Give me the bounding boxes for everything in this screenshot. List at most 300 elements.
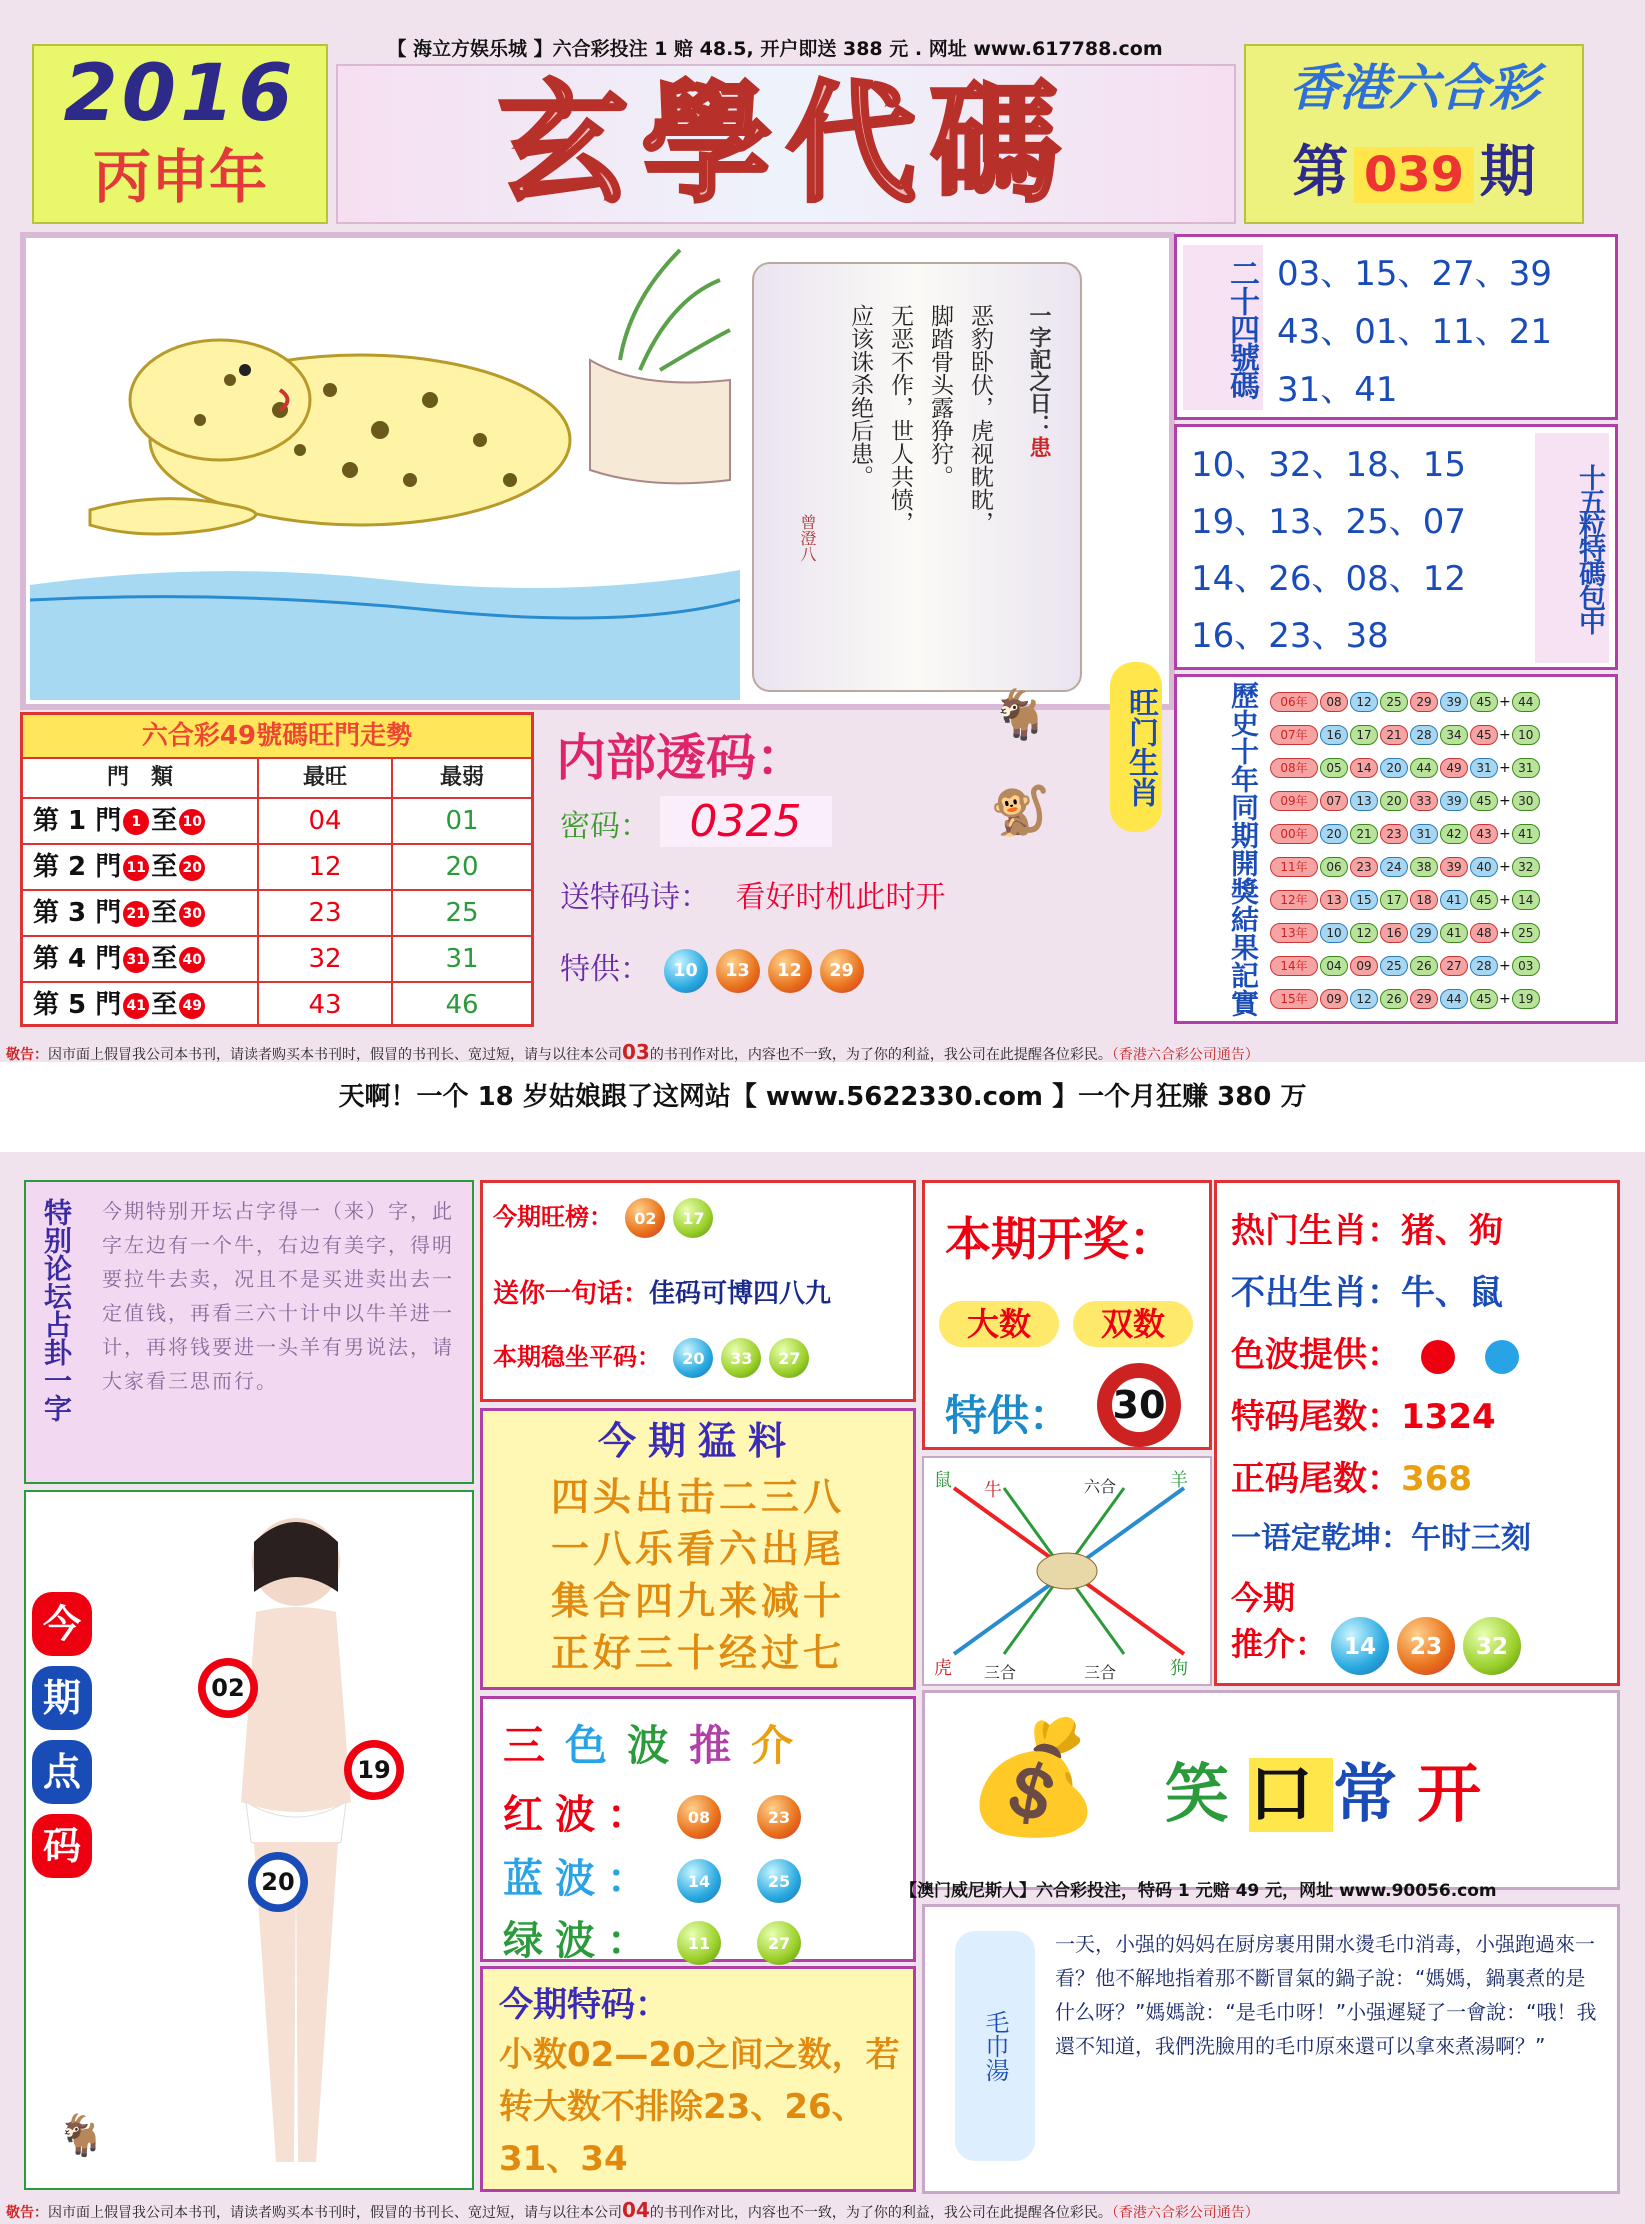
history-year: 14年 [1270,956,1318,976]
gate-name [23,983,259,1027]
gate-table [20,712,534,1027]
history-plus: + [1499,891,1511,908]
laugh-char: 常 [1333,1758,1417,1832]
number-ball: 14 [1331,1617,1389,1675]
hot-value6: 午时三刻 [1411,1521,1531,1556]
poem-line: 应该诛杀绝后患。 [847,304,873,488]
number-ball: 17 [673,1198,713,1238]
gate-to-word: 至 [151,852,178,882]
leopard-illustration [30,240,740,700]
forum-label: 特别论坛占卦一字 [40,1198,73,1422]
hot-label3: 色波提供： [1231,1335,1401,1375]
goat-small-icon: 🐐 [56,2113,106,2159]
gate-row [23,935,531,981]
monkey-icon: 🐒 [990,783,1050,839]
hot-value2: 牛、鼠 [1401,1273,1503,1313]
fierce-line: 一八乐看六出尾 [550,1527,845,1571]
gate-label: 第 2 門 [33,852,122,882]
nums24-line: 43、01、11、21 [1277,312,1553,352]
fierce-line: 集合四九来减十 [550,1579,845,1623]
gate-max: 12 [259,845,393,889]
number-ball: 32 [1463,1617,1521,1675]
gate-label: 第 4 門 [33,944,122,974]
history-row [1269,949,1541,982]
compass-f: 三合 [1084,1663,1117,1682]
gate-header-min: 最弱 [439,765,484,790]
history-plus: + [1499,693,1511,710]
special-code-title: 今期特码： [499,1985,669,2025]
notice-text2: 的书刊作对比，内容也不一致，为了你的利益，我公司在此提醒各位彩民。 [649,2205,1112,2221]
history-num: 04 [1320,956,1348,976]
history-plus: + [1499,792,1511,809]
model-ball-num: 20 [261,1868,295,1896]
waves-title-char: 三 [503,1721,566,1770]
wave-green-label: 绿波： [503,1918,659,1964]
number-ball: 10 [664,949,708,993]
history-num: 39 [1440,857,1468,877]
history-year: 12年 [1270,890,1318,910]
history-num: 26 [1380,989,1408,1009]
gate-header-max: 最旺 [259,759,393,797]
gate-from: 11 [123,855,149,881]
model-box [24,1490,474,2190]
hot-label5: 正码尾数： [1231,1459,1401,1499]
waves-title-char: 色 [565,1721,628,1770]
wave-ball: 27 [757,1921,801,1965]
model-ball-num: 19 [357,1756,391,1784]
history-special: 10 [1512,725,1540,745]
forum-box [24,1180,474,1484]
main-title: 玄學代碼 [497,67,1074,220]
number-ball: 33 [721,1338,761,1378]
title-block [336,64,1236,224]
history-num: 40 [1470,857,1498,877]
model-figure [166,1502,426,2182]
today-wang-balls [621,1203,717,1231]
history-num: 18 [1410,890,1438,910]
wave-red-row [503,1783,819,1840]
notice-text: 因市面上假冒我公司本书刊，请读者购买本书刊时，假冒的书刊长、宽过短，请与以往本公司 [48,2205,622,2221]
history-num: 45 [1470,692,1498,712]
nums24-line: 31、41 [1277,370,1398,410]
compass-c: 羊 [1170,1470,1188,1491]
history-row [1269,916,1541,949]
history-label: 歷史十年同期開獎結果記實 [1227,681,1260,1017]
story-text: 一天，小强的妈妈在厨房裹用開水燙毛巾消毒，小强跑過來一看？他不解地指着那不斷冒氣的鍋子說：“媽媽，鍋裏煮的是什么呀？”媽媽說：“是毛巾呀！”小强遲疑了一會說：“哦！我還不知道，我們洗臉用的毛巾原來還可以拿來煮湯啊？” [1055,1932,1597,2058]
history-plus: + [1499,759,1511,776]
draw-special: 30 [1112,1383,1166,1427]
number-ball: 27 [769,1338,809,1378]
history-num: 17 [1350,725,1378,745]
history-num: 44 [1410,758,1438,778]
scroll-heading [1023,304,1054,624]
gate-row [23,797,531,843]
wave-blue-balls [659,1856,819,1902]
model-ball [344,1740,404,1800]
wave-green-row [503,1909,819,1966]
gate-label: 第 3 門 [33,898,122,928]
hot-row4 [1231,1389,1496,1438]
year-block [32,44,328,224]
cartoon-man-icon: 💰 [965,1713,1102,1841]
today-sentence: 佳码可博四八九 [649,1279,832,1309]
history-box [1174,674,1618,1024]
fierce-line: 正好三十经过七 [550,1631,845,1675]
wave-ball: 14 [677,1859,721,1903]
hot-value1: 猪、狗 [1401,1211,1503,1251]
issue [1246,130,1582,229]
history-num: 07 [1320,791,1348,811]
gate-header [23,757,531,797]
history-num: 09 [1320,989,1348,1009]
number-ball: 02 [625,1198,665,1238]
poem-line: 无恶不作，世人共愤， [887,304,913,534]
gate-header-type: 門 類 [23,759,259,797]
notice-text: 因市面上假冒我公司本书刊，请读者购买本书刊时，假冒的书刊长、宽过短，请与以往本公司 [48,1047,622,1063]
history-num: 45 [1470,725,1498,745]
today-wang-row [493,1197,717,1238]
hot-row2 [1231,1265,1503,1314]
goat-icon: 🐐 [990,687,1050,743]
number-ball: 12 [768,949,812,993]
hot-value5: 368 [1401,1459,1472,1499]
nums15-line: 16、23、38 [1191,616,1389,656]
today-sentence-label: 送你一句话： [493,1279,650,1309]
model-ball [248,1852,308,1912]
history-special: 19 [1512,989,1540,1009]
notice-source: （香港六合彩公司通告） [1111,2205,1259,2221]
gate-label: 第 5 門 [33,990,122,1020]
gate-to: 10 [179,809,205,835]
history-num: 38 [1410,857,1438,877]
gate-row [23,981,531,1027]
number-ball: 29 [820,949,864,993]
gate-from: 1 [123,809,149,835]
history-num: 12 [1350,923,1378,943]
draw-special-label: 特供： [945,1391,1072,1440]
wave-ball: 08 [677,1795,721,1839]
history-num: 23 [1350,857,1378,877]
history-plus: + [1499,726,1511,743]
history-num: 17 [1380,890,1408,910]
history-num: 45 [1470,890,1498,910]
wave-red-label: 红波： [503,1792,659,1838]
model-label-char: 今 [32,1592,92,1656]
year-name: 丙申年 [92,143,267,211]
history-special: 25 [1512,923,1540,943]
history-row [1269,883,1541,916]
issue-number: 039 [1354,147,1474,203]
wave-blue-row [503,1847,819,1904]
compass-a: 鼠 [934,1470,952,1491]
hot-box [1214,1180,1620,1686]
history-num: 34 [1440,725,1468,745]
history-num: 45 [1470,791,1498,811]
history-row [1269,982,1541,1015]
nums24-lines [1277,245,1552,419]
wave-ball: 11 [677,1921,721,1965]
today-flat-balls [669,1343,813,1371]
laugh-char: 笑 [1165,1758,1249,1832]
scroll-seal: 曾澄八 [798,514,817,562]
history-row [1269,685,1541,718]
notice-top [6,1040,1641,1064]
middle-ad: 天啊！一个 18 岁姑娘跟了这网站【 www.5622330.com 】一个月狂赚 380 万 [338,1082,1307,1112]
history-row [1269,718,1541,751]
hot-row7 [1231,1617,1525,1675]
number-ball: 13 [716,949,760,993]
today-flat-row [493,1337,813,1378]
history-row [1269,850,1541,883]
nums15-line: 19、13、25、07 [1191,502,1467,542]
today-wang-label: 今期旺榜： [493,1203,613,1231]
history-num: 42 [1440,824,1468,844]
gate-to-word: 至 [151,898,178,928]
history-num: 12 [1350,989,1378,1009]
gate-to-word: 至 [151,806,178,836]
scroll-poem-lines [840,304,1000,604]
forum-text: 今期特别开坛占字得一（来）字，此字左边有一个牛，右边有美字，得明要拉牛去卖，况且不是买进卖出去一定值钱，再看三六十计中以牛羊进一计，再将钱要进一头羊有男说法，请大家看三思而行。 [102,1199,454,1393]
history-plus: + [1499,957,1511,974]
draw-double: 双数 [1073,1301,1193,1347]
compass-b: 牛 [984,1480,1002,1501]
history-special: 30 [1512,791,1540,811]
history-plus: + [1499,924,1511,941]
top-ad [300,34,1250,64]
gate-from: 21 [123,901,149,927]
history-plus: + [1499,825,1511,842]
hot-balls [1327,1625,1525,1663]
laugh-char: 开 [1417,1758,1501,1832]
notice-num: 03 [622,1040,650,1064]
nums15-line: 10、32、18、15 [1191,445,1467,485]
inside-special-row [560,944,868,993]
history-special: 41 [1512,824,1540,844]
history-num: 06 [1320,857,1348,877]
waves-title-char: 波 [627,1721,690,1770]
history-num: 25 [1380,956,1408,976]
history-num: 13 [1350,791,1378,811]
history-year: 09年 [1270,791,1318,811]
hot-label7b: 推介： [1231,1625,1328,1663]
gate-to-word: 至 [151,990,178,1020]
history-num: 16 [1320,725,1348,745]
history-num: 16 [1380,923,1408,943]
history-num: 43 [1470,824,1498,844]
hot-row5 [1231,1451,1472,1500]
blue-dot-icon [1485,1340,1519,1374]
gate-name [23,845,259,889]
model-label [32,1592,94,1878]
brand-block [1244,44,1584,224]
draw-big: 大数 [939,1301,1059,1347]
notice-num: 04 [622,2198,650,2222]
history-num: 21 [1380,725,1408,745]
nums24-box [1174,234,1618,420]
history-num: 44 [1440,989,1468,1009]
history-num: 31 [1470,758,1498,778]
fierce-lines [483,1471,913,1679]
laugh-box [922,1690,1620,1890]
history-num: 24 [1380,857,1408,877]
gate-max: 32 [259,937,393,981]
nums15-line: 14、26、08、12 [1191,559,1467,599]
inside-title: 内部透码： [556,729,806,787]
story-box [922,1904,1620,2194]
model-ball [198,1658,258,1718]
gate-from: 31 [123,947,149,973]
history-num: 28 [1410,725,1438,745]
top-ad-text: 【 海立方娱乐城 】六合彩投注 1 赔 48.5, 开户即送 388 元 . 网址 www.617788.com [387,38,1163,60]
history-num: 28 [1470,956,1498,976]
compass-diagram [922,1456,1212,1686]
history-year: 11年 [1270,857,1318,877]
history-year: 13年 [1270,923,1318,943]
history-num: 20 [1380,758,1408,778]
nums15-lines [1191,437,1466,665]
waves-title [503,1713,813,1773]
hot-row3 [1231,1327,1519,1376]
history-num: 05 [1320,758,1348,778]
history-num: 27 [1440,956,1468,976]
history-num: 29 [1410,989,1438,1009]
issue-suffix: 期 [1479,140,1536,205]
history-num: 39 [1440,791,1468,811]
history-plus: + [1499,990,1511,1007]
gate-to: 49 [179,993,205,1019]
gate-min: 01 [445,806,479,836]
gate-name [23,937,259,981]
gate-row [23,889,531,935]
history-row [1269,784,1541,817]
hot-value4: 1324 [1401,1397,1496,1437]
scroll-heading-text: 一字記之日： [1026,304,1051,436]
history-num: 13 [1320,890,1348,910]
gate-min: 31 [445,944,479,974]
nums24-line: 03、15、27、39 [1277,254,1553,294]
history-row [1269,817,1541,850]
inside-code [540,687,1170,1027]
history-rows [1269,685,1541,1015]
gate-max: 23 [259,891,393,935]
history-plus: + [1499,858,1511,875]
history-num: 29 [1410,692,1438,712]
history-num: 39 [1440,692,1468,712]
issue-prefix: 第 [1292,140,1349,205]
notice-prefix: 敬告： [6,2205,48,2221]
history-year: 06年 [1270,692,1318,712]
nums24-label: 二十四號碼 [1183,245,1263,410]
hot-label2: 不出生肖： [1231,1273,1401,1313]
history-special: 32 [1512,857,1540,877]
notice-source: （香港六合彩公司通告） [1111,1047,1259,1063]
year: 2016 [63,49,297,139]
wave-green-balls [659,1918,819,1964]
gate-min: 20 [445,852,479,882]
history-num: 41 [1440,923,1468,943]
draw-box [922,1180,1212,1450]
history-num: 33 [1410,791,1438,811]
gate-min: 46 [445,990,479,1020]
model-label-char: 期 [32,1666,92,1730]
history-special: 44 [1512,692,1540,712]
history-year: 15年 [1270,989,1318,1009]
history-num: 45 [1470,989,1498,1009]
history-num: 41 [1440,890,1468,910]
notice-bottom [6,2198,1641,2222]
special-label: 特供： [560,952,650,987]
history-special: 31 [1512,758,1540,778]
gate-min: 25 [445,898,479,928]
model-label-char: 点 [32,1740,92,1804]
special-code-box [480,1966,916,2192]
waves-title-char: 推 [689,1721,752,1770]
wave-ball: 23 [757,1795,801,1839]
red-dot-icon [1421,1340,1455,1374]
history-row [1269,751,1541,784]
notice-text2: 的书刊作对比，内容也不一致，为了你的利益，我公司在此提醒各位彩民。 [649,1047,1112,1063]
laugh-title [1165,1743,1501,1835]
nums15-box [1174,424,1618,670]
gate-name [23,891,259,935]
history-year: 07年 [1270,725,1318,745]
laugh-char: 口 [1249,1758,1333,1832]
gate-to-word: 至 [151,944,178,974]
history-num: 09 [1350,956,1378,976]
waves-box [480,1696,916,1962]
history-year: 08年 [1270,758,1318,778]
gate-name [23,799,259,843]
wave-blue-label: 蓝波： [503,1856,659,1902]
hot-row6 [1231,1513,1531,1557]
scroll-poem [752,262,1082,692]
scroll-heading-char: 患 [1026,436,1051,458]
wave-ball: 25 [757,1859,801,1903]
notice-prefix: 敬告： [6,1047,48,1063]
number-ball: 20 [673,1338,713,1378]
fierce-box [480,1408,916,1690]
fierce-title: 今期猛料 [597,1419,798,1463]
draw-title: 本期开奖： [945,1212,1175,1266]
poem-line: 恶豹卧伏，虎视眈眈， [967,304,993,534]
special-code-text: 小数02—20之间之数，若转大数不排除23、26、31、34 [499,2035,900,2179]
model-ball-num: 02 [211,1674,245,1702]
history-num: 49 [1440,758,1468,778]
compass-h: 狗 [1170,1658,1188,1679]
code-value: 0325 [660,796,832,847]
gate-to: 20 [179,855,205,881]
history-num: 21 [1350,824,1378,844]
history-num: 26 [1410,956,1438,976]
history-num: 48 [1470,923,1498,943]
history-year: 00年 [1270,824,1318,844]
history-special: 03 [1512,956,1540,976]
history-special: 14 [1512,890,1540,910]
wang-label: 旺门生肖 [1110,662,1162,832]
nums15-label: 十五粒特碼包中 [1535,433,1609,663]
gate-title: 六合彩49號碼旺門走勢 [23,715,531,757]
today-flat-label: 本期稳坐平码： [493,1343,661,1371]
history-num: 23 [1380,824,1408,844]
history-num: 29 [1410,923,1438,943]
history-num: 08 [1320,692,1348,712]
hot-label6: 一语定乾坤： [1231,1521,1411,1556]
story-title: 毛巾湯 [955,1931,1035,2161]
gate-row [23,843,531,889]
today-sentence-row [493,1273,831,1310]
waves-title-char: 介 [751,1721,814,1770]
special-balls [660,952,868,987]
